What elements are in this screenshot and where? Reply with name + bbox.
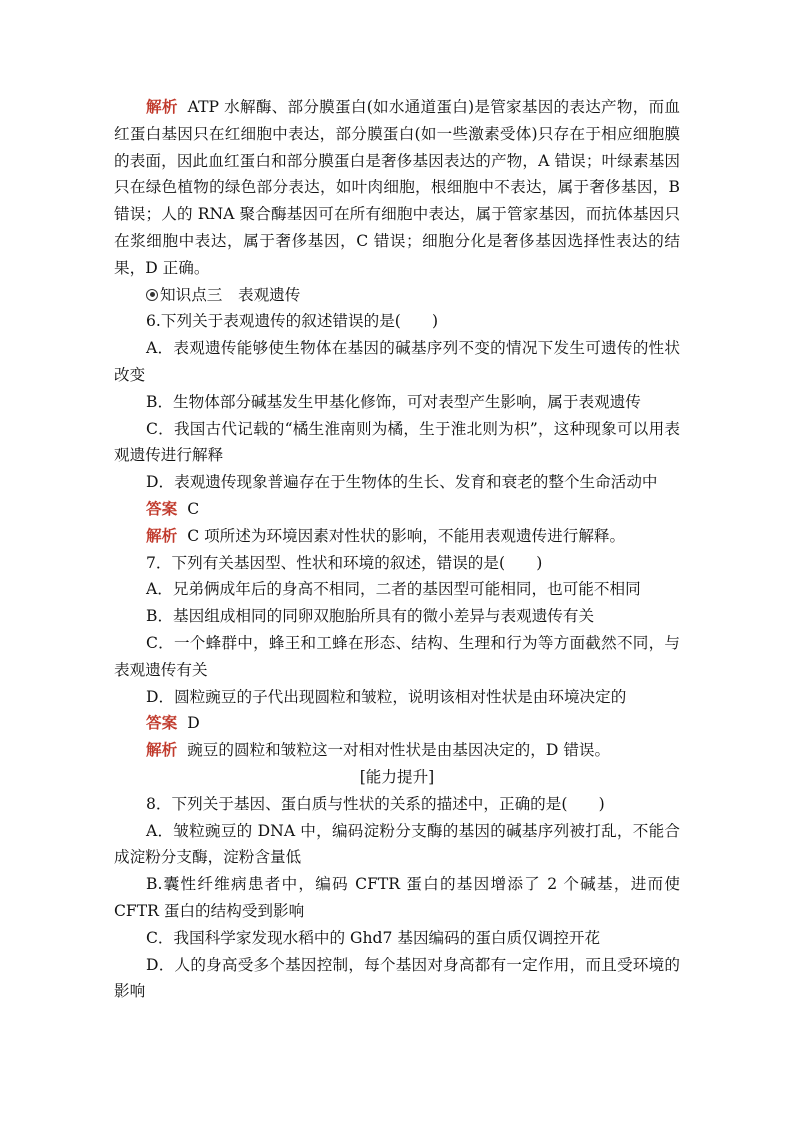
analysis-paragraph-5 <box>114 94 680 282</box>
question-6-stem: 6.下列关于表观遗传的叙述错误的是( ) <box>146 312 439 331</box>
question-8-option-b: B.囊性纤维病患者中，编码 CFTR 蛋白的基因增添了 2 个碱基，进而使 CFTR 蛋白的结构受到影响 <box>114 875 680 920</box>
question-6-option-c: C．我国古代记载的“橘生淮南则为橘，生于淮北则为枳”，这种现象可以用表观遗传进行解释 <box>114 419 680 465</box>
question-7-analysis <box>114 737 680 764</box>
question-6-analysis <box>114 523 680 550</box>
section-title: 知识点三 表观遗传 <box>160 285 301 304</box>
ability-heading: [能力提升] <box>359 767 435 786</box>
question-6-option-a: A．表观遗传能够使生物体在基因的碱基序列不变的情况下发生可遗传的性状改变 <box>114 339 680 384</box>
answer-label: 答案 <box>146 713 178 733</box>
analysis-text: C 项所述为环境因素对性状的影响，不能用表观遗传进行解释。 <box>187 526 626 545</box>
question-7-option-c: C．一个蜂群中，蜂王和工蜂在形态、结构、生理和行为等方面截然不同，与表观遗传有关 <box>114 633 680 679</box>
answer-value: D <box>187 714 200 733</box>
analysis-label: 解析 <box>146 97 178 116</box>
question-8-stem: 8．下列关于基因、蛋白质与性状的关系的描述中，正确的是( ) <box>146 794 605 813</box>
analysis-text: 豌豆的圆粒和皱粒这一对相对性状是由基因决定的，D 错误。 <box>187 741 611 760</box>
question-8-option-a: A．皱粒豌豆的 DNA 中，编码淀粉分支酶的基因的碱基序列被打乱，不能合成淀粉分支酶，淀粉含量低 <box>114 821 680 867</box>
document-page <box>114 94 680 1005</box>
answer-value: C <box>187 499 200 518</box>
analysis-label: 解析 <box>146 525 178 545</box>
question-6-answer <box>114 496 680 523</box>
question-7-answer <box>114 710 680 737</box>
analysis-label: 解析 <box>146 740 178 760</box>
question-7-option-d: D．圆粒豌豆的子代出现圆粒和皱粒，说明该相对性状是由环境决定的 <box>146 687 627 706</box>
question-8-option-c: C．我国科学家发现水稻中的 Ghd7 基因编码的蛋白质仅调控开花 <box>146 928 601 947</box>
question-7-option-a: A．兄弟俩成年后的身高不相同，二者的基因型可能相同，也可能不相同 <box>146 580 641 599</box>
bullet-circle-icon <box>146 289 158 301</box>
question-6-option-d: D．表观遗传现象普遍存在于生物体的生长、发育和衰老的整个生命活动中 <box>146 473 658 492</box>
question-7-option-b: B．基因组成相同的同卵双胞胎所具有的微小差异与表观遗传有关 <box>146 607 595 626</box>
analysis-text: ATP 水解酶、部分膜蛋白(如水通道蛋白)是管家基因的表达产物，而血红蛋白基因只在红细胞中表达，部分膜蛋白(如一些激素受体)只存在于相应细胞膜的表面，因此血红蛋白和部分膜蛋白是奢侈基因表达的产物，A 错误；叶绿素基因只在绿色植物的绿色部分表达，如叶肉细胞，根细胞中不表达，属于奢侈基因，B 错误；人的 RNA 聚合酶基因可在所有细胞中表达，属于管家基因，而抗体基因只在浆细胞中表达，属于奢侈基因，C 错误；细胞分化是奢侈基因选择性表达的结果，D 正确。 <box>114 98 680 277</box>
question-7-stem: 7．下列有关基因型、性状和环境的叙述，错误的是( ) <box>146 553 543 572</box>
question-6-option-b: B．生物体部分碱基发生甲基化修饰，可对表型产生影响，属于表观遗传 <box>146 392 641 411</box>
answer-label: 答案 <box>146 498 178 518</box>
question-8-option-d: D．人的身高受多个基因控制，每个基因对身高都有一定作用，而且受环境的影响 <box>114 955 680 1001</box>
section-heading-3 <box>114 282 680 309</box>
